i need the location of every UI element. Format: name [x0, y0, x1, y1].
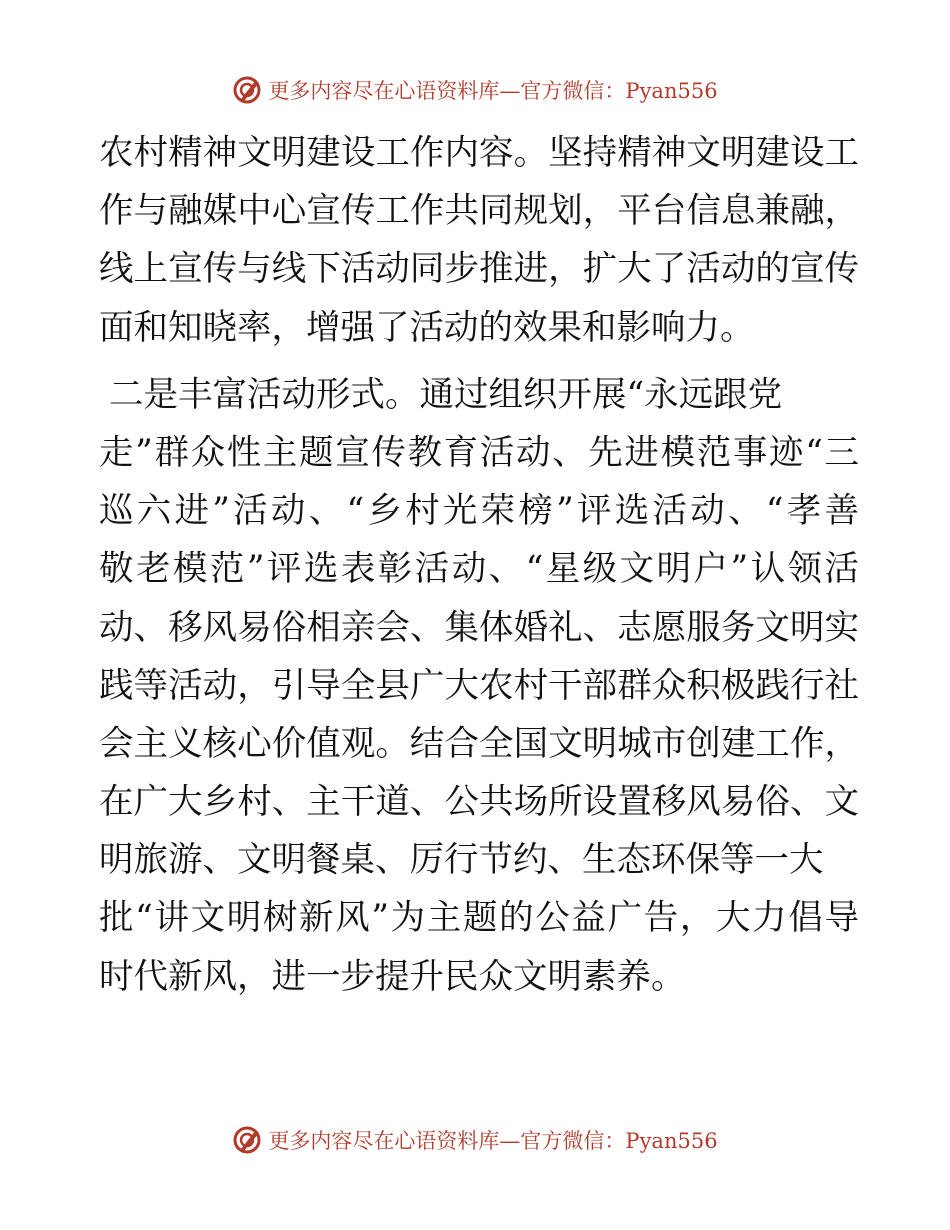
document-body: [99, 124, 859, 1006]
paragraph-2-line: 敬老模范”评选表彰活动、“星级文明户”认领活: [99, 549, 859, 590]
paragraph-2-line: 二是丰富活动形式。通过组织开展“永远跟党: [109, 374, 783, 415]
paragraph-2-line: 会主义核心价值观。结合全国文明城市创建工作，: [99, 723, 859, 764]
paragraph-1: [99, 124, 859, 357]
paragraph-2-line: 动、移风易俗相亲会、集体婚礼、志愿服务文明实: [99, 607, 859, 648]
paragraph-1-line: 面和知晓率，增强了活动的效果和影响力。: [99, 307, 755, 348]
paragraph-1-line: 作与融媒中心宣传工作共同规划，平台信息兼融，: [99, 191, 859, 232]
paragraph-1-line: 农村精神文明建设工作内容。坚持精神文明建设工: [99, 133, 859, 173]
paragraph-2: [99, 366, 859, 1006]
footer-banner: [0, 1120, 950, 1160]
paragraph-2-line: 批“讲文明树新风”为主题的公益广告，大力倡导: [99, 898, 859, 939]
paragraph-2-line: 时代新风，进一步提升民众文明素养。: [99, 956, 686, 997]
paragraph-2-line: 明旅游、文明餐桌、厉行节约、生态环保等一大: [99, 840, 824, 881]
header-banner-text: 更多内容尽在心语资料库—官方微信：Pyan556: [268, 79, 718, 103]
footer-banner-text: 更多内容尽在心语资料库—官方微信：Pyan556: [268, 1129, 718, 1153]
paragraph-2-line: 在广大乡村、主干道、公共场所设置移风易俗、文: [99, 782, 859, 823]
red-spiral-pen-logo-icon: [232, 74, 264, 106]
red-spiral-pen-logo-icon: [232, 1124, 264, 1156]
header-banner: [0, 70, 950, 110]
paragraph-2-line: 巡六进”活动、“乡村光荣榜”评选活动、“孝善: [99, 491, 859, 532]
paragraph-1-line: 线上宣传与线下活动同步推进，扩大了活动的宣传: [99, 249, 859, 290]
paragraph-2-line: 践等活动，引导全县广大农村干部群众积极践行社: [99, 665, 859, 706]
paragraph-2-line: 走”群众性主题宣传教育活动、先进模范事迹“三: [99, 432, 859, 473]
